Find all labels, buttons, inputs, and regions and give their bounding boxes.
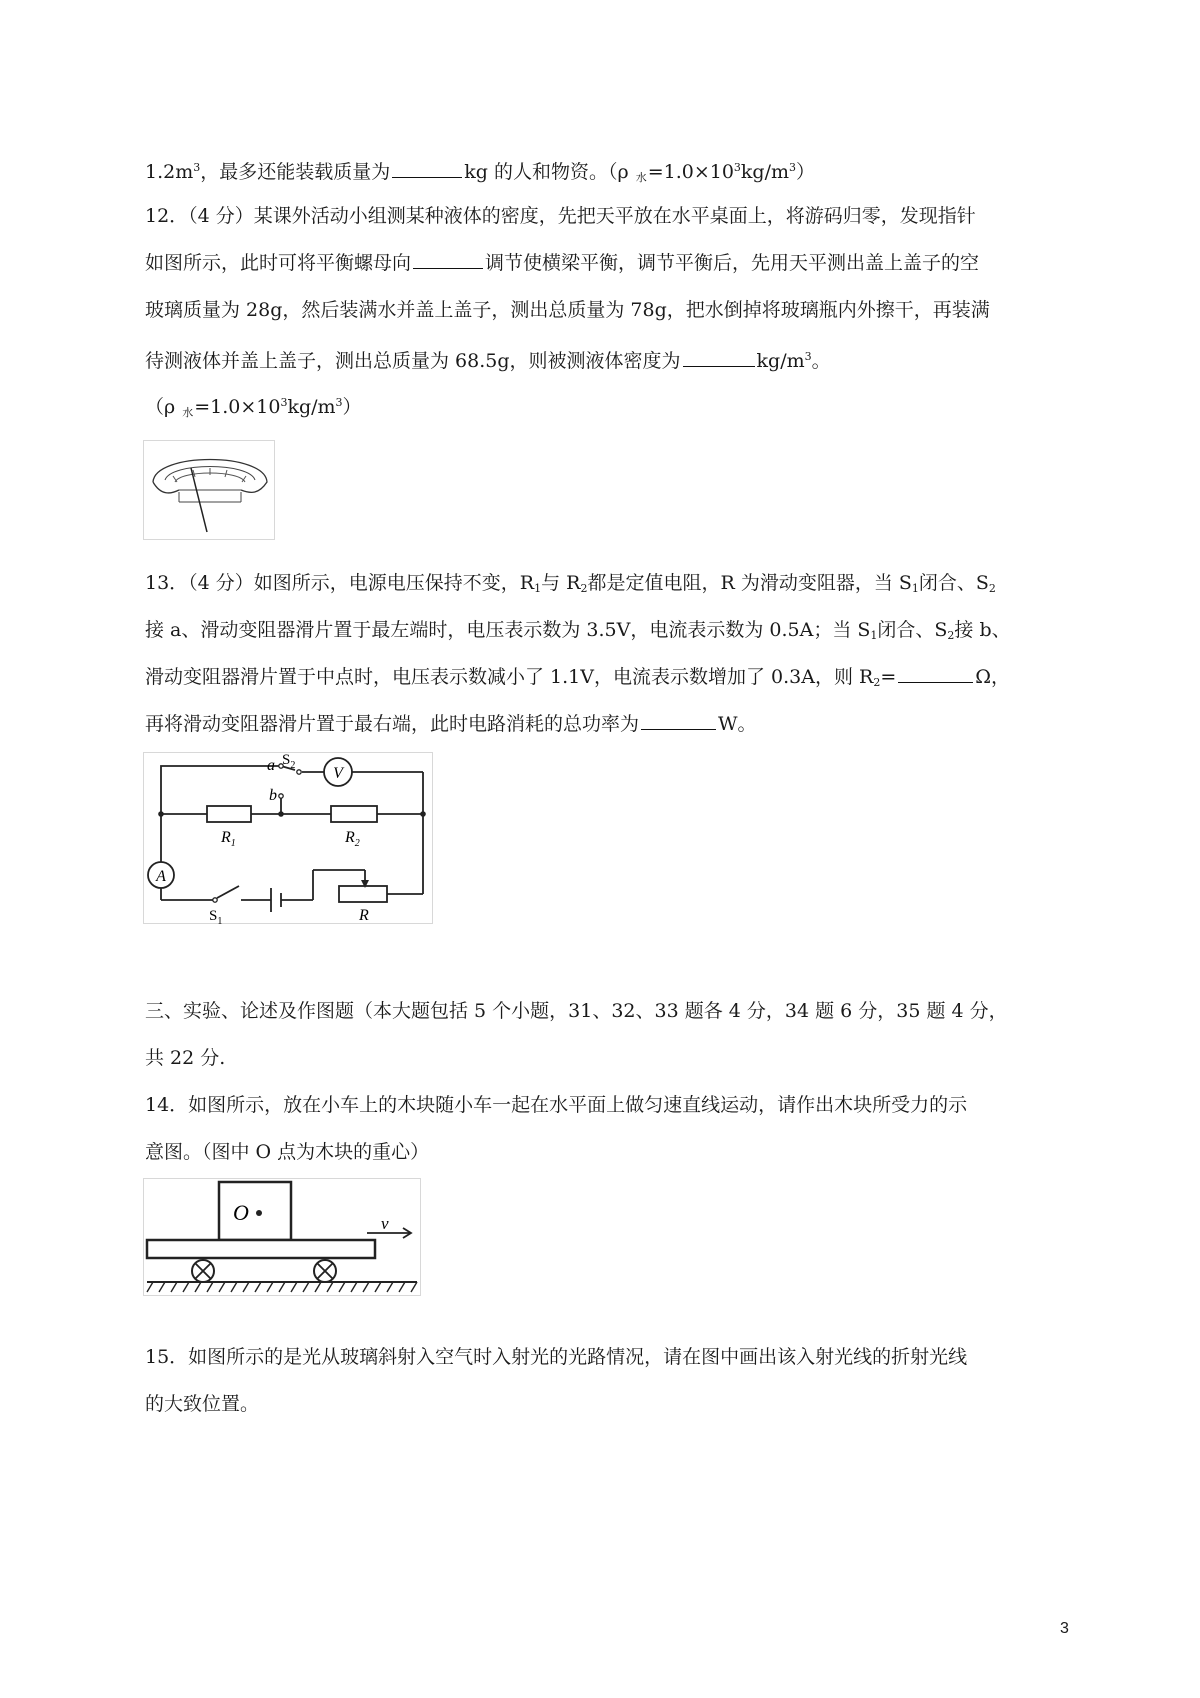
- section-3-heading: 三、实验、论述及作图题（本大题包括 5 个小题，31、32、33 题各 4 分，34 题 6 分，35 题 4 分，: [145, 1000, 1008, 1022]
- answer-blank[interactable]: [641, 711, 716, 730]
- q15-line-2: 的大致位置。: [145, 1393, 260, 1415]
- cart-board: [147, 1240, 375, 1258]
- switch-s1-label: $S_1$: [209, 908, 223, 924]
- cart-block-figure: [143, 1178, 421, 1296]
- q13-line-3: 滑动变阻器滑片置于中点时，电压表示数减小了 1.1V，电流表示数增加了 0.3A，则 $R_2= \Omega$，: [145, 666, 1010, 689]
- ammeter-label: A: [156, 868, 166, 885]
- circuit-diagram: [143, 752, 433, 924]
- q11-tail-line: $1.2m^3$，最多还能装载质量为 kg 的人和物资。（ρ 水$=1.0\times 10^3kg/m^3$）: [145, 161, 816, 184]
- answer-blank[interactable]: [392, 159, 462, 178]
- voltmeter-label: V: [333, 765, 343, 782]
- q13-line-4: 再将滑动变阻器滑片置于最右端，此时电路消耗的总功率为 W。: [145, 713, 757, 735]
- rheostat-r-label: R: [359, 907, 369, 924]
- resistor-r2-label: $R_2$: [345, 829, 360, 849]
- answer-blank[interactable]: [413, 250, 483, 269]
- center-o-label: O: [233, 1200, 249, 1225]
- switch-s2-label: $S_2$: [282, 752, 296, 771]
- resistor-r1-label: $R_1$: [221, 829, 236, 849]
- q12-line-4: 待测液体并盖上盖子，测出总质量为 68.5g，则被测液体密度为 $kg/m^3$。: [145, 350, 831, 372]
- q12-line-3: 玻璃质量为 28g，然后装满水并盖上盖子，测出总质量为 78g，把水倒掉将玻璃瓶内外擦干，再装满: [145, 299, 990, 321]
- answer-blank[interactable]: [683, 348, 755, 367]
- q13-line-2: 接 a、滑动变阻器滑片置于最左端时，电压表示数为 3.5V，电流表示数为 0.5A；当 $S_1$闭合、$S_2$接 b、: [145, 619, 1011, 642]
- q15-line-1: 15．如图所示的是光从玻璃斜射入空气时入射光的光路情况，请在图中画出该入射光线的折射光线: [145, 1346, 968, 1368]
- answer-blank[interactable]: [898, 664, 973, 683]
- q12-line-5: （ρ 水$=1.0\times 10^3kg/m^3$）: [145, 396, 362, 419]
- velocity-v-label: v: [381, 1214, 389, 1233]
- contact-a-label: a: [267, 757, 275, 774]
- section-3-heading-cont: 共 22 分.: [145, 1047, 226, 1069]
- wood-block: [219, 1182, 291, 1240]
- q13-line-1: 13．（4 分）如图所示，电源电压保持不变，$R_1$与 $R_2$都是定值电阻，R 为滑动变阻器，当 $S_1$闭合、$S_2$: [145, 572, 996, 595]
- q14-line-2: 意图。（图中 O 点为木块的重心）: [145, 1141, 430, 1163]
- q12-line-2: 如图所示，此时可将平衡螺母向 调节使横梁平衡，调节平衡后，先用天平测出盖上盖子的空: [145, 252, 980, 274]
- q14-line-1: 14．如图所示，放在小车上的木块随小车一起在水平面上做匀速直线运动，请作出木块所受力的示: [145, 1094, 968, 1116]
- contact-b-label: b: [269, 787, 277, 804]
- balance-pointer-figure: [143, 440, 275, 540]
- page-number: 3: [1060, 1620, 1069, 1637]
- q12-line-1: 12．（4 分）某课外活动小组测某种液体的密度，先把天平放在水平桌面上，将游码归零，发现指针: [145, 205, 976, 227]
